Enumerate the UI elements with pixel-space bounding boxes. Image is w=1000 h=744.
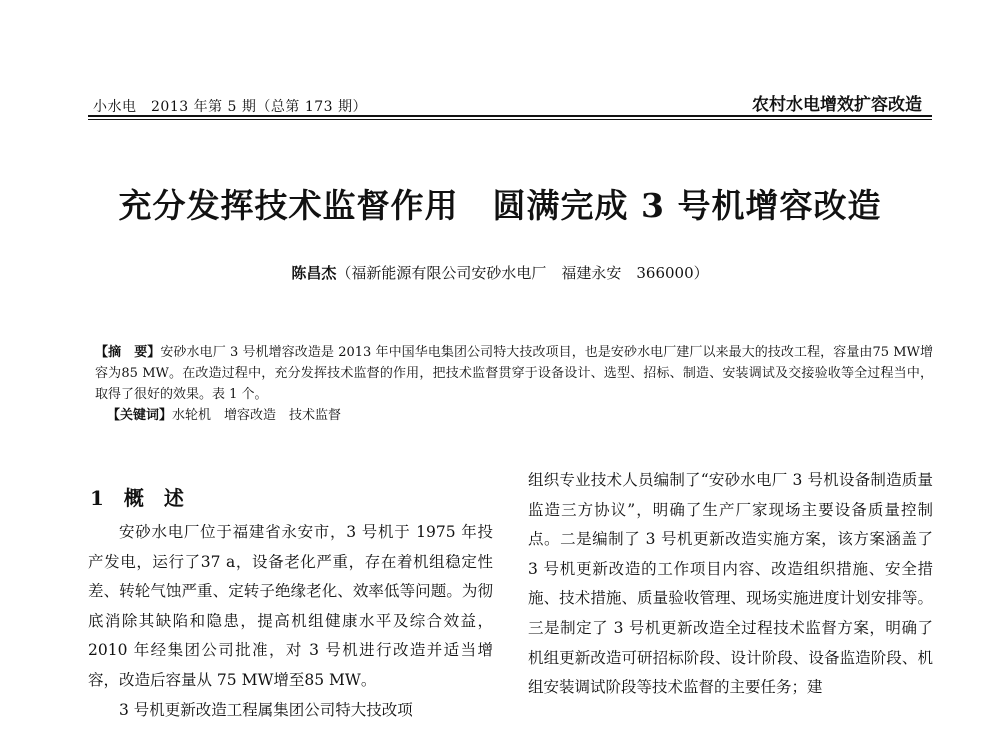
author-affiliation: （福新能源有限公司安砂水电厂 福建永安 366000） (336, 264, 709, 282)
abstract-block (95, 342, 933, 426)
keywords-label: 【关键词】 (107, 408, 173, 423)
keywords-text: 水轮机 增容改造 技术监督 (172, 408, 342, 423)
article-title: 充分发挥技术监督作用 圆满完成 3 号机增容改造 (118, 186, 882, 225)
column-title: 农村水电增效扩容改造 (752, 95, 922, 115)
header-rule-thin (88, 119, 932, 120)
author-name: 陈昌杰 (291, 264, 337, 282)
paragraph: 安砂水电厂位于福建省永安市，3 号机于 1975 年投产发电，运行了37 a，设备老化严重，存在着机组稳定性差、转轮气蚀严重、定转子绝缘老化、效率低等问题。为彻底消除其缺陷和隐患，提高机组健康水平及综合效益，2010 年经集团公司批准，对 3 号机进行改造并适当增容，改造后容量从 75 MW增至85 MW。 (88, 523, 493, 689)
abstract-label: 【摘 要】 (95, 345, 161, 360)
author-line (0, 262, 1000, 283)
paragraph: 组织专业技术人员编制了“安砂水电厂 3 号机设备制造质量监造三方协议”，明确了生产厂家现场主要设备质量控制点。二是编制了 3 号机更新改造实施方案，该方案涵盖了 3 号机更新改造的工作项目内容、改造组织措施、安全措施、技术措施、质量验收管理、现场实施进度计划安排等。三是制定了 3 号机更新改造全过程技术监督方案，明确了机组更新改造可研招标阶段、设计阶段、设备监造阶段、机组安装调试阶段等技术监督的主要任务；建 (528, 471, 933, 697)
abstract-text: 安砂水电厂 3 号机增容改造是 2013 年中国华电集团公司特大技改项目，也是安砂水电厂建厂以来最大的技改工程，容量由75 MW增容为85 MW。在改造过程中，充分发挥技术监督的作用，把技术监督贯穿于设备设计、选型、招标、制造、安装调试及交接验收等全过程当中，取得了很好的效果。表 1 个。 (95, 345, 933, 402)
header-rule (88, 115, 932, 117)
keywords (95, 405, 933, 426)
section-heading: 1 概 述 (90, 486, 184, 510)
journal-info: 小水电 2013 年第 5 期（总第 173 期） (93, 99, 368, 115)
abstract (95, 342, 933, 405)
paragraph: 3 号机更新改造工程属集团公司特大技改项 (119, 700, 413, 719)
right-column (528, 466, 933, 703)
left-column (88, 518, 493, 725)
